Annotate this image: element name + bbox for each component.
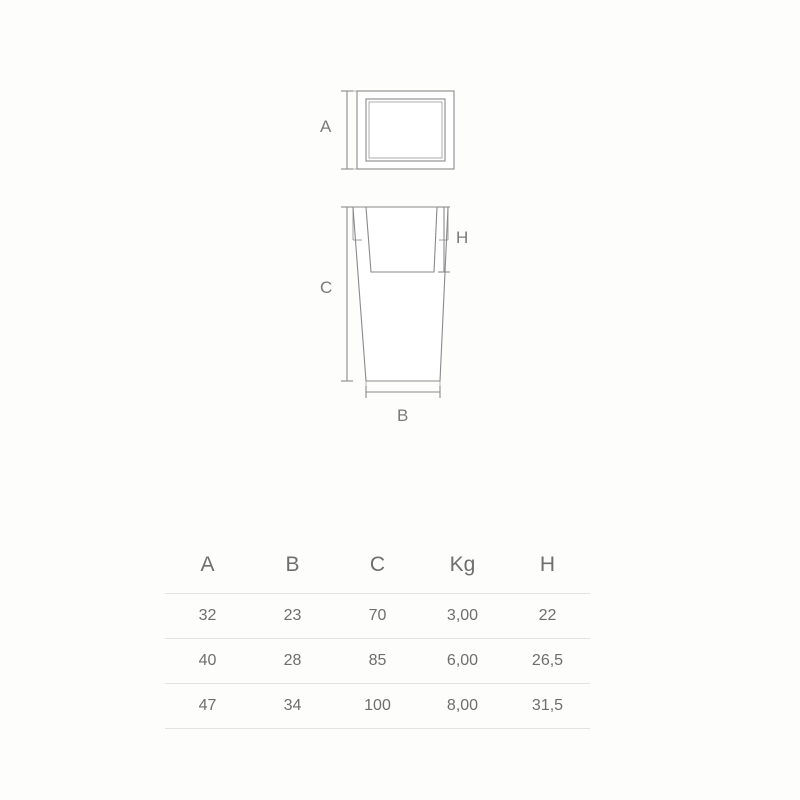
specifications-table-container	[165, 545, 590, 729]
cell-h: 22	[505, 594, 590, 639]
table-header-b: B	[285, 553, 300, 576]
top-view-inner-square	[366, 99, 445, 161]
dimension-label-b: B	[397, 406, 409, 425]
cell-c: 85	[335, 639, 420, 684]
cell-a: 47	[165, 684, 250, 729]
cell-b: 23	[250, 594, 335, 639]
table-header-c: C	[369, 553, 386, 576]
cell-h: 26,5	[505, 639, 590, 684]
cell-c: 70	[335, 594, 420, 639]
cell-kg: 3,00	[420, 594, 505, 639]
cell-b: 34	[250, 684, 335, 729]
table-header-row	[165, 545, 590, 594]
table-header-h: H	[539, 553, 556, 576]
cell-kg: 6,00	[420, 639, 505, 684]
table-row	[165, 594, 590, 639]
cell-a: 40	[165, 639, 250, 684]
dimension-label-h: H	[456, 228, 469, 247]
cell-h: 31,5	[505, 684, 590, 729]
table-body	[165, 594, 590, 729]
table-header	[165, 545, 590, 594]
cell-kg: 8,00	[420, 684, 505, 729]
table-header-a: A	[200, 553, 215, 576]
cell-c: 100	[335, 684, 420, 729]
cell-b: 28	[250, 639, 335, 684]
dimension-label-a: A	[320, 117, 332, 136]
cell-a: 32	[165, 594, 250, 639]
dimension-label-c: C	[320, 278, 333, 297]
table-row	[165, 684, 590, 729]
side-view-sleeve	[366, 207, 437, 272]
specifications-table	[165, 545, 590, 729]
table-row	[165, 639, 590, 684]
table-header-kg: Kg	[449, 553, 476, 576]
